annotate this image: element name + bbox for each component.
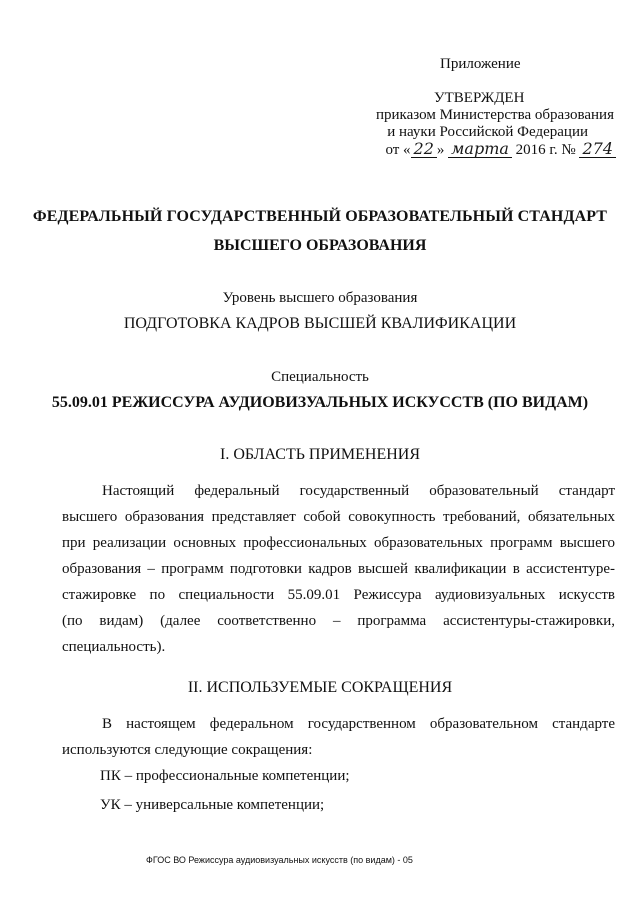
order-date-line [340,141,616,159]
paragraph-line: специальность). [62,639,166,655]
order-mid: » [436,142,445,158]
approved-label: УТВЕРЖДЕН [434,90,525,106]
appendix-label: Приложение [440,56,521,72]
paragraph-line: В настоящем федеральном государственном образовательном стандарте [102,716,615,732]
paragraph-line: высшего образования представляет собой совокупность требований, обязательных [62,509,615,525]
standard-title-line1: ФЕДЕРАЛЬНЫЙ ГОСУДАРСТВЕННЫЙ ОБРАЗОВАТЕЛЬНЫЙ СТАНДАРТ [32,208,608,225]
section1-heading: I. ОБЛАСТЬ ПРИМЕНЕНИЯ [219,446,421,463]
education-level-value: ПОДГОТОВКА КАДРОВ ВЫСШЕЙ КВАЛИФИКАЦИИ [123,315,517,332]
section2-paragraph [62,711,615,763]
section2-heading: II. ИСПОЛЬЗУЕМЫЕ СОКРАЩЕНИЯ [187,679,453,696]
order-prefix: от « [385,142,411,158]
paragraph-line: используются следующие сокращения: [62,742,313,758]
abbreviation-item: ПК – профессиональные компетенции; [100,768,350,784]
paragraph-line: (по видам) (далее соответственно – программа ассистентуры-стажировки, [62,613,615,629]
order-line-2: и науки Российской Федерации [387,124,588,140]
specialty-value: 55.09.01 РЕЖИССУРА АУДИОВИЗУАЛЬНЫХ ИСКУССТВ (ПО ВИДАМ) [51,394,589,411]
standard-title-line2: ВЫСШЕГО ОБРАЗОВАНИЯ [213,237,427,254]
order-line-1: приказом Министерства образования [376,107,614,123]
education-level-label: Уровень высшего образования [222,290,418,306]
order-month-handwritten: марта [448,141,512,158]
order-year: 2016 г. № [515,142,576,158]
order-number-handwritten: 274 [579,141,616,158]
page-footer: ФГОС ВО Режиссура аудиовизуальных искусств (по видам) - 05 [146,855,413,865]
order-day-handwritten: 22 [411,141,437,158]
abbreviation-item: УК – универсальные компетенции; [100,797,325,813]
paragraph-line: стажировке по специальности 55.09.01 Режиссура аудиовизуальных искусств [62,587,615,603]
paragraph-line: Настоящий федеральный государственный образовательный стандарт [102,483,615,499]
specialty-label: Специальность [271,369,369,385]
section1-paragraph [62,478,615,660]
paragraph-line: при реализации основных профессиональных образовательных программ высшего [62,535,615,551]
paragraph-line: образования – программ подготовки кадров высшей квалификации в ассистентуре- [62,561,615,577]
